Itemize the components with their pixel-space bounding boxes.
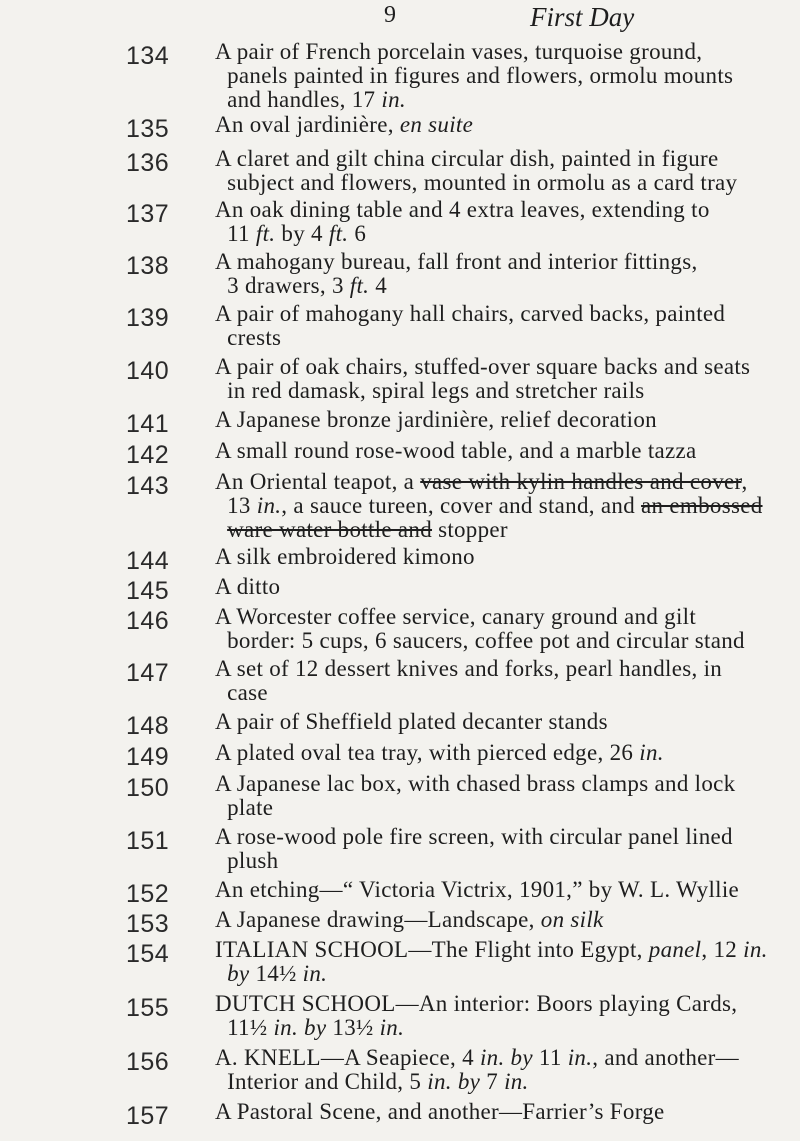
lot-number: 157 bbox=[126, 1102, 170, 1130]
lot-description: A silk embroidered kimono bbox=[215, 544, 475, 569]
lot-number: 149 bbox=[126, 743, 170, 771]
lot-description: A. KNELL—A Seapiece, 4 in. by 11 in., and another— Interior and Child, 5 in. by 7 in. bbox=[215, 1045, 739, 1094]
lot-number: 143 bbox=[126, 472, 170, 500]
lot-description: A Worcester coffee service, canary ground and gilt border: 5 cups, 6 saucers, coffee pot and circular stand bbox=[215, 604, 745, 653]
lot-description: A Japanese drawing—Landscape, on silk bbox=[215, 907, 604, 932]
lot-number: 156 bbox=[126, 1048, 170, 1076]
lot-description: A pair of French porcelain vases, turquoise ground, panels painted in figures and flowers, ormolu mounts and handles, 17 in. bbox=[215, 39, 734, 112]
lot-description: DUTCH SCHOOL—An interior: Boors playing Cards, 11½ in. by 13½ in. bbox=[215, 991, 738, 1040]
lot-number: 140 bbox=[126, 357, 170, 385]
lot-description: A plated oval tea tray, with pierced edge, 26 in. bbox=[215, 740, 664, 765]
lot-description: A mahogany bureau, fall front and interior fittings, 3 drawers, 3 ft. 4 bbox=[215, 249, 698, 298]
lot-number: 153 bbox=[126, 910, 170, 938]
lot-number: 139 bbox=[126, 304, 170, 332]
lot-description: A pair of oak chairs, stuffed-over square backs and seats in red damask, spiral legs and stretcher rails bbox=[215, 354, 751, 403]
lot-number: 135 bbox=[126, 115, 170, 143]
lot-description: An oval jardinière, en suite bbox=[215, 112, 474, 137]
page-number: 9 bbox=[384, 2, 396, 28]
lot-description: A Japanese bronze jardinière, relief decoration bbox=[215, 407, 657, 432]
lot-description: A ditto bbox=[215, 574, 281, 599]
lot-number: 145 bbox=[126, 577, 170, 605]
lot-description: A small round rose-wood table, and a marble tazza bbox=[215, 438, 697, 463]
lot-number: 134 bbox=[126, 42, 170, 70]
lot-description: A pair of mahogany hall chairs, carved backs, painted crests bbox=[215, 301, 726, 350]
lot-description: ITALIAN SCHOOL—The Flight into Egypt, panel, 12 in. by 14½ in. bbox=[215, 937, 768, 986]
lot-description: An etching—“ Victoria Victrix, 1901,” by W. L. Wyllie bbox=[215, 877, 740, 902]
day-title: First Day bbox=[530, 2, 635, 32]
lot-number: 141 bbox=[126, 410, 170, 438]
lot-number: 152 bbox=[126, 880, 170, 908]
lot-number: 137 bbox=[126, 200, 170, 228]
lot-number: 136 bbox=[126, 149, 170, 177]
lot-number: 154 bbox=[126, 940, 170, 968]
lot-description: A set of 12 dessert knives and forks, pearl handles, in case bbox=[215, 656, 723, 705]
lot-description: An oak dining table and 4 extra leaves, extending to 11 ft. by 4 ft. 6 bbox=[215, 197, 710, 246]
lot-number: 138 bbox=[126, 252, 170, 280]
lot-description: A Japanese lac box, with chased brass clamps and lock plate bbox=[215, 771, 736, 820]
lot-description: A claret and gilt china circular dish, painted in figure subject and flowers, mounted in ormolu as a card tray bbox=[215, 146, 738, 195]
lot-number: 144 bbox=[126, 547, 170, 575]
lot-number: 142 bbox=[126, 441, 170, 469]
lot-number: 150 bbox=[126, 774, 170, 802]
lot-description: A Pastoral Scene, and another—Farrier’s Forge bbox=[215, 1099, 665, 1124]
lot-number: 146 bbox=[126, 607, 170, 635]
lot-number: 151 bbox=[126, 827, 170, 855]
page-header bbox=[0, 2, 800, 42]
lot-description: A pair of Sheffield plated decanter stands bbox=[215, 709, 608, 734]
lot-number: 147 bbox=[126, 659, 170, 687]
lot-description: An Oriental teapot, a vase with kylin handles and cover, 13 in., a sauce tureen, cover and stand, and an embossed ware water bottle and stopper bbox=[215, 469, 763, 542]
lot-number: 148 bbox=[126, 712, 170, 740]
lot-description: A rose-wood pole fire screen, with circular panel lined plush bbox=[215, 824, 733, 873]
lot-number: 155 bbox=[126, 994, 170, 1022]
